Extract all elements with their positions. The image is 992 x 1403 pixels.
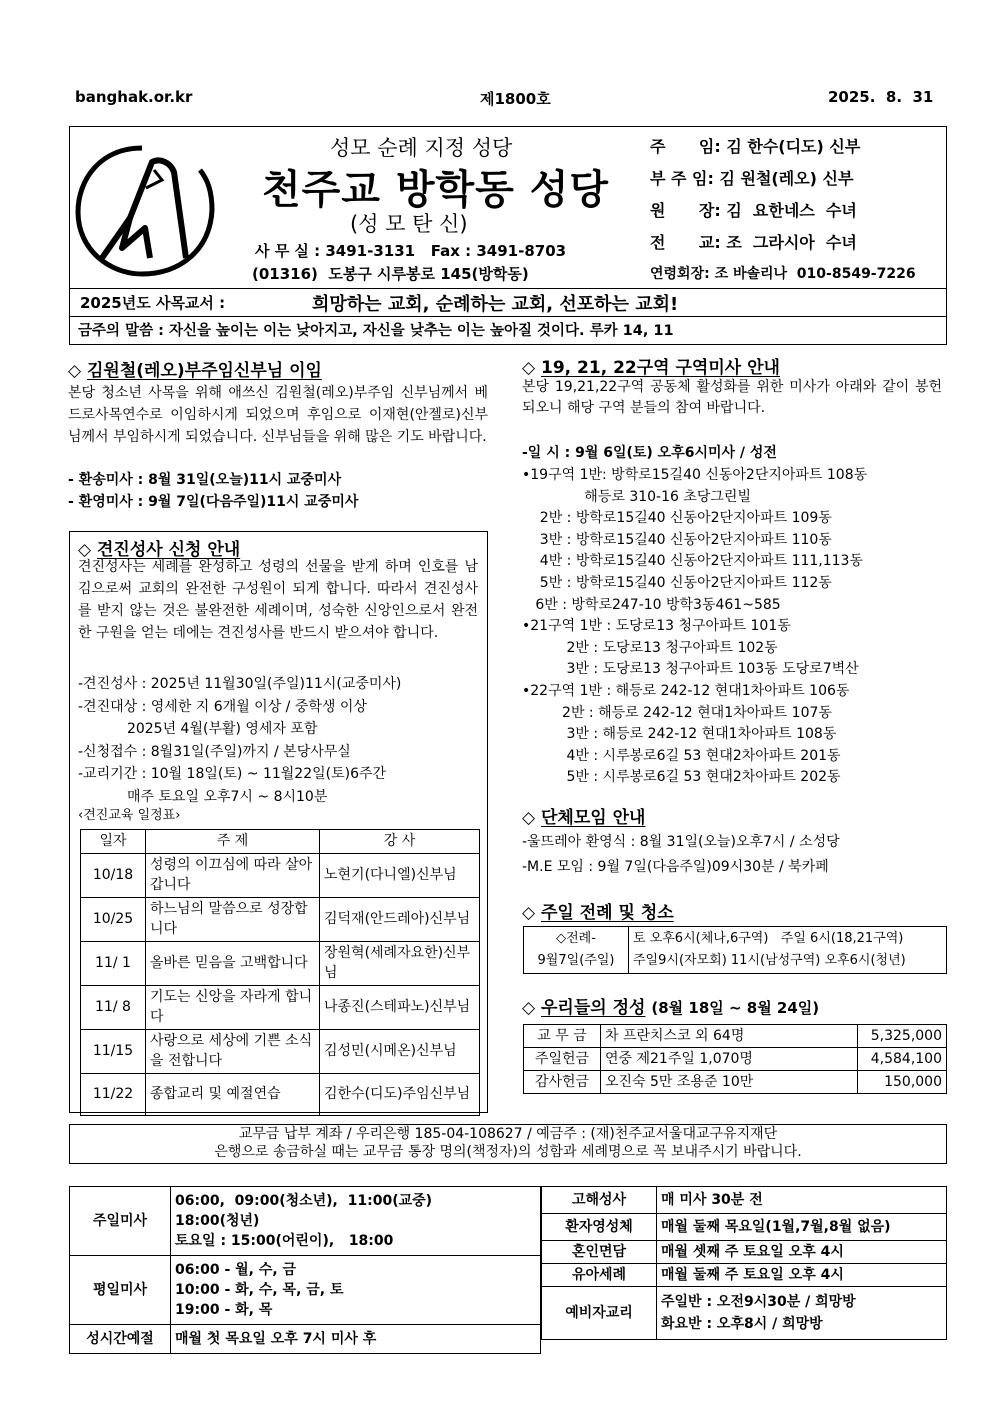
detail-line: -교리기간 : 10월 18일(토) ~ 11월22일(토)6주간 <box>78 766 387 782</box>
table-row: 고해성사 매 미사 30분 전 <box>542 1187 947 1214</box>
groups-section-title: ◇ 단체모임 안내 <box>522 808 646 828</box>
account-line: 교무금 납부 계좌 / 우리은행 185-04-108627 / 예금주 : (재)천주교서울대교구유지재단 <box>238 1126 778 1142</box>
staff-row: 원 장: 김 요한네스 수녀 <box>650 201 857 220</box>
account-info <box>69 1125 947 1161</box>
table-row: 유아세례 매월 둘째 주 토요일 오후 4시 <box>542 1264 947 1287</box>
staff-row: 부 주 임: 김 원철(레오) 신부 <box>650 169 854 188</box>
list-item: 3반 : 도당로13 청구아파트 103동 도당로7벽산 <box>522 661 859 678</box>
parish-title: 천주교 방학동 성당 <box>262 167 609 213</box>
column-header: 강 사 <box>320 830 480 854</box>
liturgy-table <box>523 926 947 974</box>
detail-line: -견진성사 : 2025년 11월30일(주일)11시(교중미사) <box>78 676 402 692</box>
table-row: 주일헌금 연중 제21주일 1,070명 4,584,100 <box>524 1048 947 1071</box>
table-row: 혼인면담 매월 셋째 주 토요일 오후 4시 <box>542 1241 947 1264</box>
list-item: 4반 : 방학로15길40 신동아2단지아파트 111,113동 <box>522 553 863 570</box>
table-row: 환자영성체 매월 둘째 목요일(1월,7월,8월 없음) <box>542 1214 947 1241</box>
table-row: 평일미사 06:00 - 월, 수, 금 10:00 - 화, 수, 목, 금, 토 19:00 - 화, 목 <box>70 1256 541 1325</box>
list-item: 2반 : 방학로15길40 신동아2단지아파트 109동 <box>522 510 832 527</box>
sacrament-schedule-table <box>541 1186 947 1340</box>
parish-logo-icon <box>70 140 220 280</box>
detail-line: 2025년 4월(부활) 영세자 포함 <box>78 721 318 737</box>
liturgy-line: 토 오후6시(체나,6구역) 주일 6시(18,21구역) <box>633 931 904 946</box>
table-row: 성시간예절 매월 첫 목요일 오후 7시 미사 후 <box>70 1325 541 1354</box>
office-address: (01316) 도봉구 시루봉로 145(방학동) <box>252 265 529 283</box>
row-label: 예비자교리 <box>542 1287 657 1340</box>
staff-row: 주 임: 김 한수(디도) 신부 <box>650 137 861 156</box>
group-meeting: -M.E 모임 : 9월 7일(다음주일)09시30분 / 북카페 <box>522 859 829 875</box>
table-header-row <box>81 830 480 854</box>
group-meeting: -울뜨레아 환영식 : 8월 31일(오늘)오후7시 / 소성당 <box>522 834 840 850</box>
column-header: 주 제 <box>146 830 320 854</box>
row-label: 성시간예절 <box>70 1325 171 1354</box>
pastoral-motto: 희망하는 교회, 순례하는 교회, 선포하는 교회! <box>312 294 679 315</box>
liturgy-line: 주일9시(자모회) 11시(남성구역) 오후6시(청년) <box>633 953 906 968</box>
list-item: 5반 : 방학로15길40 신동아2단지아파트 112동 <box>522 574 832 591</box>
offering-table <box>523 1024 947 1094</box>
confirmation-title: ◇ 견진성사 신청 안내 <box>78 540 241 560</box>
staff-list <box>650 131 860 259</box>
liturgy-section-title: ◇ 주일 전례 및 청소 <box>522 903 674 923</box>
table-row: 11/ 8 기도는 신앙을 자라게 합니다 나종진(스테파노)신부님 <box>81 985 480 1029</box>
table-row: 주일미사 06:00, 09:00(청소년), 11:00(교중) 18:00(청년) 토요일 : 15:00(어린이), 18:00 <box>70 1187 541 1256</box>
detail-line: -신청접수 : 8월31일(주일)까지 / 본당사무실 <box>78 743 351 760</box>
confirmation-body: 견진성사는 세례를 완성하고 성령의 선물을 받게 하며 인호를 남김으로써 교회의 완전한 구성원이 되게 합니다. 따라서 견진성사를 받지 않는 것은 불완전한 세례이며, 성숙한 신앙인으로서 완전한 구원을 얻는 데에는 견진성사를 반드시 받으셔야 합니다. <box>78 559 478 641</box>
row-label: 평일미사 <box>70 1256 171 1325</box>
row-label: 주일미사 <box>70 1187 171 1256</box>
confirmation-details <box>78 673 401 808</box>
motto-label: 2025년도 사목교서 : <box>80 294 226 312</box>
weekly-verse: 금주의 말씀 : 자신을 높이는 이는 낮아지고, 자신을 낮추는 이는 높아질 것이다. 루카 14, 11 <box>78 323 674 339</box>
list-item: 4반 : 시루봉로6길 53 현대2차아파트 201동 <box>522 747 841 764</box>
schedule-caption: ‹견진교육 일정표› <box>78 808 181 823</box>
website[interactable]: banghak.or.kr <box>75 88 193 106</box>
parish-patron: (성 모 탄 신) <box>350 212 468 236</box>
liturgy-date: 9월7일(주일) <box>537 953 615 968</box>
table-row <box>524 927 947 974</box>
detail-line: 매주 토요일 오후7시 ~ 8시10분 <box>78 788 328 805</box>
list-item: 2반 : 해등로 242-12 현대1차아파트 107동 <box>522 704 832 721</box>
offering-period: (8월 18일 ~ 8월 24일) <box>651 999 820 1017</box>
issue-date: 2025. 8. 31 <box>828 88 934 106</box>
education-schedule-table <box>80 829 480 1116</box>
welcome-mass: - 환영미사 : 9월 7일(다음주일)11시 교중미사 <box>68 494 359 510</box>
list-item: 해등로 310-16 초당그린빌 <box>522 488 751 505</box>
header-subtitle: 성모 순례 지정 성당 <box>330 136 513 160</box>
table-row: 10/18 성령의 이끄심에 따라 살아갑니다 노현기(다니엘)신부님 <box>81 853 480 897</box>
table-row: 예비자교리 주일반 : 오전9시30분 / 희망방 화요반 : 오후8시 / 희망방 <box>542 1287 947 1340</box>
table-row: 교 무 금 차 프란치스코 외 64명 5,325,000 <box>524 1025 947 1048</box>
district-list <box>522 465 867 789</box>
list-item: •19구역 1반: 방학로15길40 신동아2단지아파트 108동 <box>522 467 868 483</box>
table-row: 감사헌금 오진숙 5만 조용준 10만 150,000 <box>524 1071 947 1094</box>
offering-section-title: ◇ 우리들의 정성 (8월 18일 ~ 8월 24일) <box>522 998 820 1018</box>
district-body: 본당 19,21,22구역 공동체 활성화를 위한 미사가 아래와 같이 봉헌되오니 해당 구역 분들의 참여 바랍니다. <box>522 379 942 416</box>
list-item: 5반 : 시루봉로6길 53 현대2차아파트 202동 <box>522 769 841 786</box>
priest-body: 본당 청소년 사목을 위해 애쓰신 김원철(레오)부주임 신부님께서 베드로사목연수로 이임하시게 되었으며 후임으로 이재현(안젤로)신부님께서 부임하시게 되었습니다. 신부님들을 위해 많은 기도 바랍니다. <box>68 385 488 445</box>
liturgy-label: ◇전례- <box>556 931 596 946</box>
funeral-chair: 연령회장: 조 바솔리나 010-8549-7226 <box>650 266 916 282</box>
list-item: 2반 : 도당로13 청구아파트 102동 <box>522 639 778 656</box>
table-row: 11/15 사랑으로 세상에 기쁜 소식을 전합니다 김성민(시메온)신부님 <box>81 1029 480 1073</box>
office-contact: 사 무 실 : 3491-3131 Fax : 3491-8703 <box>255 242 567 260</box>
staff-row: 전 교: 조 그라시아 수녀 <box>650 233 857 252</box>
list-item: 3반 : 해등로 242-12 현대1차아파트 108동 <box>522 726 837 743</box>
detail-line: -견진대상 : 영세한 지 6개월 이상 / 중학생 이상 <box>78 698 367 715</box>
table-row: 11/22 종합교리 및 예절연습 김한수(디도)주임신부님 <box>81 1073 480 1115</box>
table-row: 10/25 하느님의 말씀으로 성장합니다 김덕재(안드레아)신부님 <box>81 897 480 941</box>
mass-schedule-table <box>69 1186 541 1354</box>
priest-section-title: ◇ 김원철(레오)부주임신부님 이임 <box>68 361 322 381</box>
list-item: •22구역 1반 : 해등로 242-12 현대1차아파트 106동 <box>522 682 850 699</box>
account-line: 은행으로 송금하실 때는 교무금 통장 명의(책정자)의 성함과 세례명으로 꼭 보내주시기 바랍니다. <box>214 1144 802 1160</box>
district-when: -일 시 : 9월 6일(토) 오후6시미사 / 성전 <box>522 445 777 461</box>
issue-number: 제1800호 <box>480 90 551 108</box>
list-item: •21구역 1반 : 도당로13 청구아파트 101동 <box>522 618 791 635</box>
column-header: 일자 <box>81 830 146 854</box>
list-item: 3반 : 방학로15길40 신동아2단지아파트 110동 <box>522 531 832 548</box>
district-section-title: ◇ 19, 21, 22구역 구역미사 안내 <box>522 358 780 378</box>
list-item: 6반 : 방학로247-10 방학3동461~585 <box>522 596 781 613</box>
table-row: 11/ 1 올바른 믿음을 고백합니다 장원혁(세례자요한)신부님 <box>81 941 480 985</box>
farewell-mass: - 환송미사 : 8월 31일(오늘)11시 교중미사 <box>68 472 342 488</box>
